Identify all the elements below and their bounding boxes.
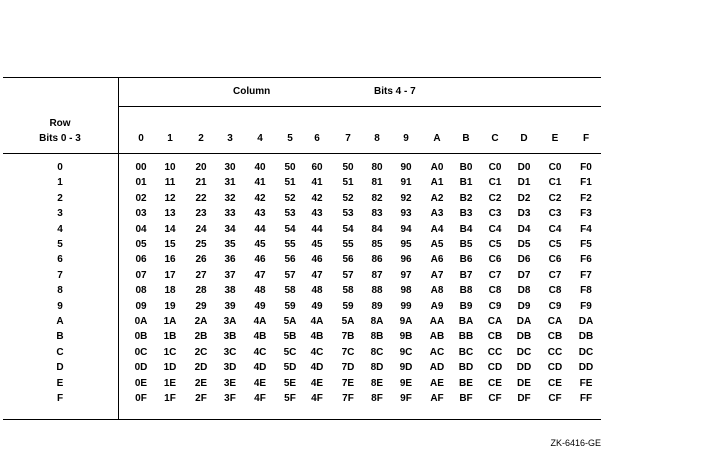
table-cell: A2 — [430, 193, 444, 204]
table-cell: 3A — [223, 316, 237, 327]
table-cell: 4E — [253, 378, 267, 389]
row-bits-label: Bits 0 - 3 — [39, 133, 81, 144]
table-cell: 4F — [311, 393, 323, 404]
table-cell: 4B — [310, 331, 324, 342]
table-cell: 03 — [135, 208, 147, 219]
table-cell: 88 — [371, 285, 383, 296]
table-cell: C0 — [488, 162, 502, 173]
table-cell: 07 — [135, 270, 147, 281]
table-cell: 46 — [254, 254, 266, 265]
table-cell: 56 — [342, 254, 354, 265]
table-cell: F4 — [580, 224, 592, 235]
table-cell: 0A — [134, 316, 148, 327]
table-cell: AA — [429, 316, 445, 327]
table-cell: 53 — [342, 208, 354, 219]
table-cell: 55 — [342, 239, 354, 250]
table-cell: 59 — [284, 301, 296, 312]
table-cell: 1B — [163, 331, 177, 342]
table-cell: 39 — [224, 301, 236, 312]
table-cell: 55 — [284, 239, 296, 250]
table-cell: 5E — [283, 378, 297, 389]
row-label: B — [56, 331, 64, 342]
table-cell: B2 — [459, 193, 473, 204]
table-cell: FE — [579, 378, 593, 389]
table-cell: C9 — [548, 301, 562, 312]
table-cell: CC — [487, 347, 503, 358]
row-label: 6 — [57, 254, 63, 265]
table-cell: A4 — [430, 224, 444, 235]
header-body-divider — [3, 153, 601, 154]
table-cell: 5A — [283, 316, 297, 327]
table-cell: 24 — [195, 224, 207, 235]
table-cell: 34 — [224, 224, 236, 235]
table-cell: 97 — [400, 270, 412, 281]
table-cell: DF — [517, 393, 531, 404]
table-cell: 00 — [135, 162, 147, 173]
table-cell: 48 — [254, 285, 266, 296]
table-cell: 90 — [400, 162, 412, 173]
table-cell: D4 — [517, 224, 531, 235]
table-cell: 3D — [223, 362, 237, 373]
table-cell: C4 — [488, 224, 502, 235]
table-cell: 80 — [371, 162, 383, 173]
table-cell: A1 — [430, 177, 444, 188]
table-cell: 3C — [223, 347, 237, 358]
figure-id: ZK-6416-GE — [550, 438, 601, 448]
table-cell: 5A — [341, 316, 355, 327]
table-cell: CC — [547, 347, 563, 358]
table-cell: AD — [429, 362, 445, 373]
table-cell: 93 — [400, 208, 412, 219]
table-cell: 4A — [253, 316, 267, 327]
table-cell: 28 — [195, 285, 207, 296]
row-label: E — [56, 378, 64, 389]
table-cell: 0B — [134, 331, 148, 342]
table-cell: 4D — [253, 362, 267, 373]
table-cell: D8 — [517, 285, 531, 296]
table-cell: 14 — [164, 224, 176, 235]
table-cell: 86 — [371, 254, 383, 265]
table-cell: 1D — [163, 362, 177, 373]
table-cell: CB — [487, 331, 503, 342]
table-cell: AC — [429, 347, 445, 358]
table-cell: B3 — [459, 208, 473, 219]
table-cell: 5B — [283, 331, 297, 342]
table-cell: D5 — [517, 239, 531, 250]
table-cell: 17 — [164, 270, 176, 281]
table-cell: CE — [488, 378, 502, 389]
table-cell: A0 — [430, 162, 444, 173]
table-cell: 49 — [311, 301, 323, 312]
row-label: A — [56, 316, 64, 327]
table-cell: BF — [459, 393, 473, 404]
table-cell: 87 — [371, 270, 383, 281]
table-cell: 25 — [195, 239, 207, 250]
table-cell: CB — [547, 331, 563, 342]
table-cell: 31 — [224, 177, 236, 188]
table-cell: 96 — [400, 254, 412, 265]
table-cell: 9B — [399, 331, 413, 342]
table-cell: CF — [488, 393, 502, 404]
table-cell: B9 — [459, 301, 473, 312]
table-cell: AB — [429, 331, 445, 342]
table-cell: B5 — [459, 239, 473, 250]
table-cell: 4B — [253, 331, 267, 342]
table-cell: A5 — [430, 239, 444, 250]
table-cell: D3 — [517, 208, 531, 219]
table-cell: 85 — [371, 239, 383, 250]
row-label: 4 — [57, 224, 63, 235]
table-cell: D7 — [517, 270, 531, 281]
table-cell: 4C — [253, 347, 267, 358]
table-cell: 19 — [164, 301, 176, 312]
table-cell: C1 — [548, 177, 562, 188]
table-cell: 89 — [371, 301, 383, 312]
column-header-3: 3 — [227, 133, 233, 144]
row-label: 2 — [57, 193, 63, 204]
table-cell: DD — [516, 362, 532, 373]
table-cell: 83 — [371, 208, 383, 219]
table-cell: 51 — [342, 177, 354, 188]
table-cell: 2F — [195, 393, 207, 404]
table-cell: 82 — [371, 193, 383, 204]
table-cell: F1 — [580, 177, 592, 188]
table-cell: 57 — [284, 270, 296, 281]
table-cell: 51 — [284, 177, 296, 188]
table-cell: 48 — [311, 285, 323, 296]
table-cell: 0D — [134, 362, 148, 373]
column-header-f: F — [582, 133, 590, 144]
table-cell: 15 — [164, 239, 176, 250]
table-cell: F9 — [580, 301, 592, 312]
column-header-8: 8 — [374, 133, 380, 144]
table-cell: FF — [579, 393, 593, 404]
table-cell: 41 — [254, 177, 266, 188]
table-cell: C7 — [488, 270, 502, 281]
table-cell: 32 — [224, 193, 236, 204]
table-cell: 7B — [341, 331, 355, 342]
table-cell: DC — [578, 347, 594, 358]
row-label: 0 — [57, 162, 63, 173]
table-cell: 54 — [284, 224, 296, 235]
table-cell: D2 — [517, 193, 531, 204]
table-cell: 52 — [342, 193, 354, 204]
table-cell: C9 — [488, 301, 502, 312]
table-cell: 8F — [371, 393, 383, 404]
table-cell: 8A — [370, 316, 384, 327]
table-cell: 30 — [224, 162, 236, 173]
table-cell: 08 — [135, 285, 147, 296]
column-header-1: 1 — [167, 133, 173, 144]
table-cell: 33 — [224, 208, 236, 219]
table-cell: 09 — [135, 301, 147, 312]
table-cell: BC — [458, 347, 474, 358]
row-label: 8 — [57, 285, 63, 296]
table-cell: 02 — [135, 193, 147, 204]
table-cell: 7C — [341, 347, 355, 358]
table-cell: 40 — [254, 162, 266, 173]
table-cell: 05 — [135, 239, 147, 250]
table-cell: BE — [459, 378, 473, 389]
table-cell: DA — [516, 316, 532, 327]
table-cell: DB — [578, 331, 594, 342]
table-cell: 2B — [194, 331, 208, 342]
table-cell: C1 — [488, 177, 502, 188]
table-cell: C0 — [548, 162, 562, 173]
row-label: 7 — [57, 270, 63, 281]
table-cell: 2C — [194, 347, 208, 358]
table-cell: DB — [516, 331, 532, 342]
table-cell: CD — [547, 362, 563, 373]
table-cell: 3B — [223, 331, 237, 342]
table-cell: 2E — [194, 378, 208, 389]
table-cell: 7D — [341, 362, 355, 373]
column-header-divider — [118, 106, 601, 107]
table-cell: 94 — [400, 224, 412, 235]
row-label: 5 — [57, 239, 63, 250]
table-cell: CA — [487, 316, 503, 327]
table-cell: 18 — [164, 285, 176, 296]
table-cell: F5 — [580, 239, 592, 250]
table-cell: 2A — [194, 316, 208, 327]
table-cell: A7 — [430, 270, 444, 281]
table-cell: 44 — [311, 224, 323, 235]
table-cell: 23 — [195, 208, 207, 219]
table-cell: 58 — [342, 285, 354, 296]
column-header-4: 4 — [257, 133, 263, 144]
column-header-d: D — [520, 133, 528, 144]
table-cell: 50 — [342, 162, 354, 173]
table-cell: 37 — [224, 270, 236, 281]
column-header-2: 2 — [198, 133, 204, 144]
table-cell: 57 — [342, 270, 354, 281]
table-cell: 92 — [400, 193, 412, 204]
table-cell: 52 — [284, 193, 296, 204]
table-cell: 5C — [283, 347, 297, 358]
row-label: 1 — [57, 177, 63, 188]
column-header-a: A — [433, 133, 441, 144]
table-cell: 5D — [283, 362, 297, 373]
row-header-label: Row — [49, 118, 71, 129]
table-cell: 0C — [134, 347, 148, 358]
table-cell: 50 — [284, 162, 296, 173]
column-header-6: 6 — [314, 133, 320, 144]
table-cell: A3 — [430, 208, 444, 219]
column-header-e: E — [551, 133, 559, 144]
table-cell: 21 — [195, 177, 207, 188]
table-cell: 42 — [254, 193, 266, 204]
table-cell: 8C — [370, 347, 384, 358]
table-cell: BA — [458, 316, 474, 327]
table-cell: F7 — [580, 270, 592, 281]
column-header-9: 9 — [403, 133, 409, 144]
table-cell: 06 — [135, 254, 147, 265]
table-cell: 60 — [311, 162, 323, 173]
table-cell: 16 — [164, 254, 176, 265]
table-cell: 46 — [311, 254, 323, 265]
table-cell: DA — [578, 316, 594, 327]
table-cell: B7 — [459, 270, 473, 281]
table-cell: 47 — [254, 270, 266, 281]
table-cell: 9F — [400, 393, 412, 404]
table-cell: 42 — [311, 193, 323, 204]
table-cell: C7 — [548, 270, 562, 281]
table-cell: 22 — [195, 193, 207, 204]
table-cell: 38 — [224, 285, 236, 296]
table-cell: C2 — [548, 193, 562, 204]
table-cell: 3F — [224, 393, 236, 404]
table-cell: C8 — [548, 285, 562, 296]
table-cell: B0 — [459, 162, 473, 173]
table-cell: 11 — [164, 177, 176, 188]
table-cell: 7F — [342, 393, 354, 404]
table-cell: D0 — [517, 162, 531, 173]
table-cell: AF — [430, 393, 444, 404]
column-header-label: Column — [233, 86, 271, 97]
table-cell: 9E — [399, 378, 413, 389]
column-header-5: 5 — [287, 133, 293, 144]
table-cell: C6 — [548, 254, 562, 265]
table-cell: 12 — [164, 193, 176, 204]
table-cell: 8E — [370, 378, 384, 389]
table-cell: C5 — [488, 239, 502, 250]
table-cell: 1C — [163, 347, 177, 358]
table-cell: 99 — [400, 301, 412, 312]
table-cell: DE — [517, 378, 531, 389]
table-cell: B4 — [459, 224, 473, 235]
table-cell: 98 — [400, 285, 412, 296]
table-cell: 81 — [371, 177, 383, 188]
table-cell: 56 — [284, 254, 296, 265]
table-cell: C5 — [548, 239, 562, 250]
row-label: 9 — [57, 301, 63, 312]
table-cell: CA — [547, 316, 563, 327]
table-cell: 4C — [310, 347, 324, 358]
column-bits-label: Bits 4 - 7 — [374, 86, 416, 97]
row-label: F — [56, 393, 64, 404]
table-cell: 0F — [135, 393, 147, 404]
table-cell: A9 — [430, 301, 444, 312]
table-cell: 01 — [135, 177, 147, 188]
table-cell: 9D — [399, 362, 413, 373]
table-cell: 4F — [254, 393, 266, 404]
table-cell: AE — [430, 378, 444, 389]
table-cell: DC — [516, 347, 532, 358]
table-cell: BB — [458, 331, 474, 342]
table-cell: 59 — [342, 301, 354, 312]
table-cell: 1F — [164, 393, 176, 404]
table-cell: 54 — [342, 224, 354, 235]
table-cell: 2D — [194, 362, 208, 373]
table-cell: C2 — [488, 193, 502, 204]
row-header-divider — [118, 77, 119, 420]
table-cell: D1 — [517, 177, 531, 188]
row-label: D — [56, 362, 64, 373]
table-cell: C3 — [548, 208, 562, 219]
table-cell: 26 — [195, 254, 207, 265]
table-cell: 4D — [310, 362, 324, 373]
column-header-7: 7 — [345, 133, 351, 144]
table-cell: F6 — [580, 254, 592, 265]
table-cell: B1 — [459, 177, 473, 188]
row-label: C — [56, 347, 64, 358]
table-cell: 47 — [311, 270, 323, 281]
table-cell: B6 — [459, 254, 473, 265]
table-cell: 84 — [371, 224, 383, 235]
table-cell: CF — [548, 393, 562, 404]
table-cell: 49 — [254, 301, 266, 312]
row-label: 3 — [57, 208, 63, 219]
table-cell: 8D — [370, 362, 384, 373]
table-cell: CE — [548, 378, 562, 389]
column-header-0: 0 — [138, 133, 144, 144]
table-cell: 45 — [311, 239, 323, 250]
table-cell: BD — [458, 362, 474, 373]
table-cell: 8B — [370, 331, 384, 342]
table-cell: F3 — [580, 208, 592, 219]
column-header-b: B — [462, 133, 470, 144]
table-cell: F0 — [580, 162, 592, 173]
table-cell: 58 — [284, 285, 296, 296]
table-cell: 9A — [399, 316, 413, 327]
table-cell: 27 — [195, 270, 207, 281]
table-cell: 95 — [400, 239, 412, 250]
table-cell: F2 — [580, 193, 592, 204]
table-cell: 0E — [134, 378, 148, 389]
table-cell: 44 — [254, 224, 266, 235]
table-cell: 53 — [284, 208, 296, 219]
table-cell: F8 — [580, 285, 592, 296]
column-header-c: C — [491, 133, 499, 144]
table-cell: B8 — [459, 285, 473, 296]
table-cell: D9 — [517, 301, 531, 312]
table-cell: 91 — [400, 177, 412, 188]
table-cell: 4A — [310, 316, 324, 327]
table-cell: C4 — [548, 224, 562, 235]
table-cell: 35 — [224, 239, 236, 250]
table-cell: CD — [487, 362, 503, 373]
table-cell: C3 — [488, 208, 502, 219]
table-cell: 1A — [163, 316, 177, 327]
table-cell: 41 — [311, 177, 323, 188]
table-cell: 04 — [135, 224, 147, 235]
table-cell: 3E — [223, 378, 237, 389]
table-cell: 36 — [224, 254, 236, 265]
table-cell: 4E — [310, 378, 324, 389]
table-cell: A6 — [430, 254, 444, 265]
table-cell: 13 — [164, 208, 176, 219]
table-cell: A8 — [430, 285, 444, 296]
table-cell: 1E — [163, 378, 177, 389]
table-cell: 9C — [399, 347, 413, 358]
table-cell: DD — [578, 362, 594, 373]
table-cell: 29 — [195, 301, 207, 312]
table-cell: 7E — [341, 378, 355, 389]
table-cell: D6 — [517, 254, 531, 265]
table-cell: 10 — [164, 162, 176, 173]
table-cell: 43 — [311, 208, 323, 219]
table-cell: C8 — [488, 285, 502, 296]
table-cell: 5F — [284, 393, 296, 404]
table-cell: C6 — [488, 254, 502, 265]
table-cell: 43 — [254, 208, 266, 219]
table-cell: 20 — [195, 162, 207, 173]
table-cell: 45 — [254, 239, 266, 250]
